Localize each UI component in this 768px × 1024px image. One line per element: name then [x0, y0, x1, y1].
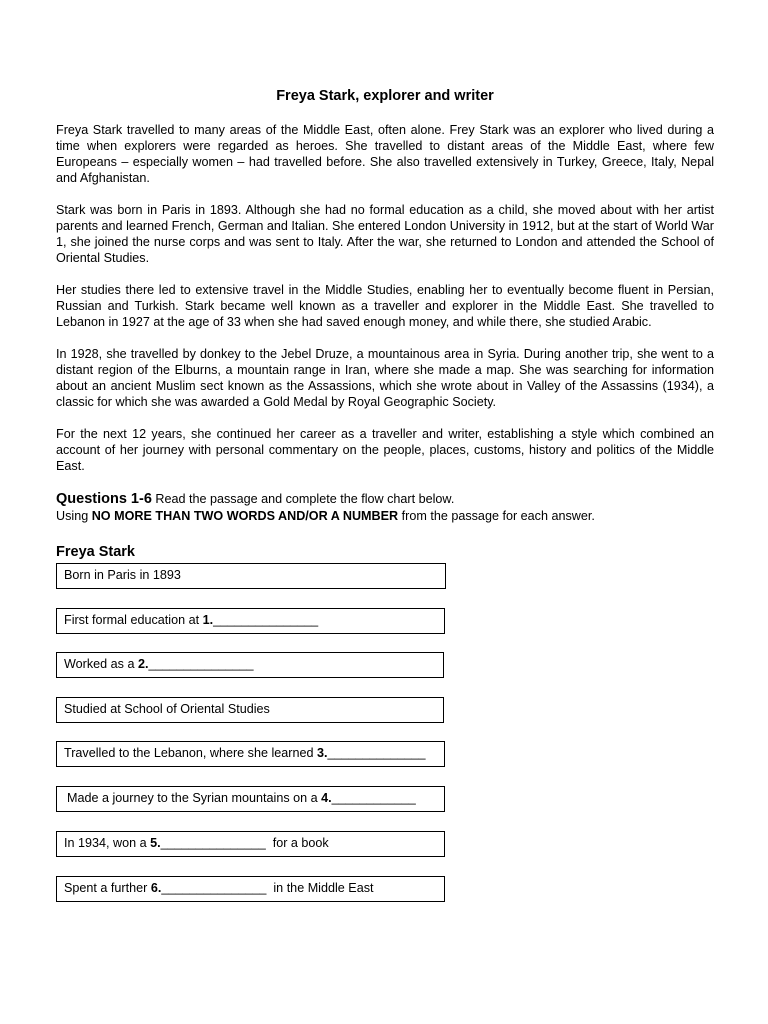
flow-box-question-3[interactable]: [56, 741, 445, 767]
questions-instructions: [56, 491, 714, 525]
paragraph-2: Stark was born in Paris in 1893. Although she had no formal education as a child, she moved about with her artist parents and learned French, German and Italian. She entered London University in 1912, but at the start of World War 1, she joined the nurse corps and was sent to Italy. After the war, she returned to London and attended the School of Oriental Studies.: [56, 203, 714, 265]
paragraph-4: In 1928, she travelled by donkey to the Jebel Druze, a mountainous area in Syria. During another trip, she went to a distant region of the Elburns, a mountain range in Iran, where she made a map. She was searching for information about an ancient Muslim sect known as the Assassions, which she wrote about in Valley of the Assassins (1934), a classic for which she was awarded a Gold Medal by Royal Geographic Society.: [56, 347, 714, 409]
questions-word-limit: NO MORE THAN TWO WORDS AND/OR A NUMBER: [91, 509, 399, 523]
question-number: 3.: [316, 746, 328, 760]
questions-heading: Questions 1-6: [56, 491, 152, 507]
paragraph-3: Her studies there led to extensive travel in the Middle Studies, enabling her to eventually become fluent in Persian, Russian and Turkish. Stark became well known as a traveller and explorer in the Middle East. She travelled to Lebanon in 1927 at the age of 33 when she had saved enough money, and while there, she studied Arabic.: [56, 283, 714, 329]
flow-chart-title: Freya Stark: [56, 544, 135, 560]
flow-box-question-6[interactable]: [56, 876, 445, 902]
flow-box-text: Studied at School of Oriental Studies: [64, 702, 270, 716]
flow-box-text: Worked as a: [64, 657, 138, 671]
answer-blank[interactable]: _______________ for a book: [160, 836, 329, 850]
flow-box-question-4[interactable]: [56, 786, 445, 812]
questions-instruction: Read the passage and complete the flow chart below.: [151, 492, 455, 506]
flow-box-text: Born in Paris in 1893: [64, 568, 181, 582]
flow-box-question-5[interactable]: [56, 831, 445, 857]
answer-blank[interactable]: ____________: [331, 791, 416, 805]
flow-box-question-2[interactable]: [56, 652, 444, 678]
answer-blank[interactable]: _______________: [148, 657, 254, 671]
flow-box-text: First formal education at: [64, 613, 203, 627]
flow-box-text: In 1934, won a: [64, 836, 151, 850]
question-number: 1.: [202, 613, 214, 627]
questions-line-2: [56, 508, 714, 525]
flow-box-born: [56, 563, 446, 589]
answer-blank[interactable]: ______________: [327, 746, 426, 760]
flow-box-studied: [56, 697, 444, 723]
paragraph-1: Freya Stark travelled to many areas of the Middle East, often alone. Frey Stark was an explorer who lived during a time when explorers were regarded as heroes. She travelled to distant areas of the Middle East, where few Europeans – especially women – had travelled before. She also travelled extensively in Turkey, Greece, Italy, Nepal and Afghanistan.: [56, 123, 714, 185]
flow-box-text: Spent a further: [64, 881, 151, 895]
question-number: 5.: [150, 836, 161, 850]
questions-line2-post: from the passage for each answer.: [398, 509, 595, 523]
question-number: 4.: [321, 791, 332, 805]
paragraph-5: For the next 12 years, she continued her career as a traveller and writer, establishing a style which combined an account of her journey with personal commentary on the people, places, customs, history and politics of the Middle East.: [56, 427, 714, 473]
questions-line2-pre: Using: [56, 509, 92, 523]
flow-box-text: Made a journey to the Syrian mountains on a: [67, 791, 322, 805]
flow-box-question-1[interactable]: [56, 608, 445, 634]
flow-box-text: Travelled to the Lebanon, where she learned: [64, 746, 317, 760]
answer-blank[interactable]: _______________ in the Middle East: [161, 881, 374, 895]
page-title: Freya Stark, explorer and writer: [276, 88, 494, 104]
question-number: 6.: [150, 881, 162, 895]
answer-blank[interactable]: _______________: [213, 613, 319, 627]
question-number: 2.: [137, 657, 149, 671]
questions-line-1: [56, 491, 714, 508]
